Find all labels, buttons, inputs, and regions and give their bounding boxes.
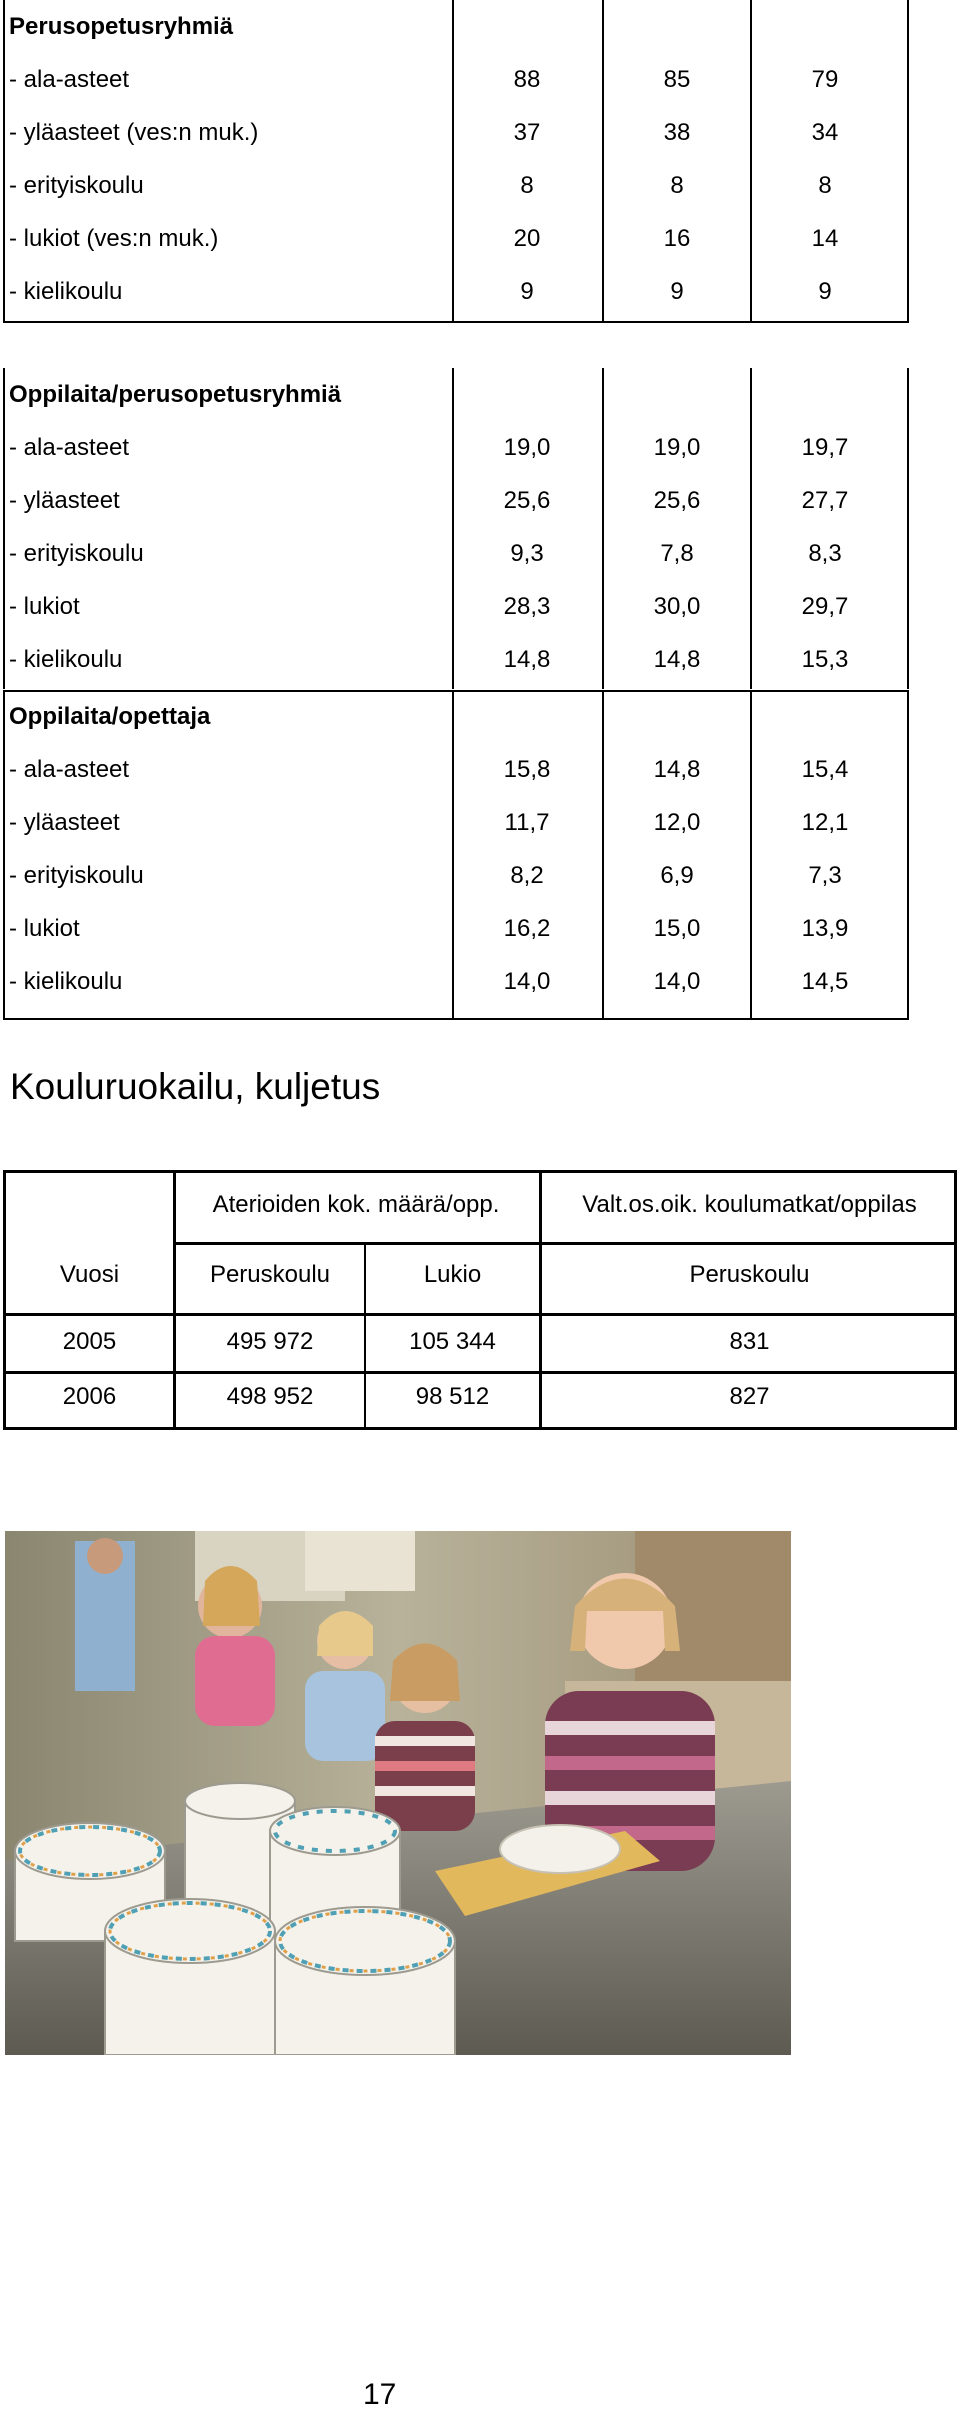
- cell-kuljetus: 827: [729, 1383, 770, 1410]
- table-kouluruokailu-kuljetus: [3, 1170, 957, 1430]
- table-oppilaita-opettaja: [3, 690, 909, 1020]
- table-oppilaita-perusopetusryhmia: [3, 368, 909, 689]
- cell-lukio: 105 344: [409, 1328, 496, 1355]
- group-header-meals: Aterioiden kok. määrä/opp.: [212, 1191, 500, 1218]
- table-row: - kielikoulu 14,0 14,0 14,5: [9, 968, 849, 995]
- table-row: - erityiskoulu 9,3 7,8 8,3: [9, 540, 842, 567]
- cell-lukio: 98 512: [415, 1383, 490, 1410]
- table-row: - yläasteet (ves:n muk.) 37 38 34: [9, 119, 839, 146]
- table-row: - ala-asteet 15,8 14,8 15,4: [9, 756, 849, 783]
- cell-year: 2005: [62, 1328, 117, 1355]
- school-lunch-photo: [5, 1531, 791, 2055]
- section-title: Oppilaita/opettaja: [9, 703, 211, 730]
- cell-year: 2006: [62, 1383, 117, 1410]
- group-header-transport: Valt.os.oik. koulumatkat/oppilas: [582, 1191, 917, 1218]
- table-row: - erityiskoulu 8,2 6,9 7,3: [9, 862, 842, 889]
- section-title: Perusopetusryhmiä: [9, 13, 234, 40]
- table-row: - lukiot (ves:n muk.) 20 16 14: [9, 225, 839, 252]
- table-row: - yläasteet 25,6 25,6 27,7: [9, 487, 849, 514]
- table-perusopetusryhmia: [3, 0, 909, 323]
- cell-peruskoulu: 498 952: [226, 1383, 314, 1410]
- section-title-row: [3, 690, 909, 743]
- table-row: - ala-asteet 19,0 19,0 19,7: [9, 434, 849, 461]
- section-title-row: [3, 368, 909, 421]
- cell-peruskoulu: 495 972: [226, 1328, 314, 1355]
- section-title-row: [3, 0, 909, 53]
- col-header-lukio: Lukio: [423, 1261, 482, 1288]
- table-row: - kielikoulu 9 9 9: [9, 278, 832, 305]
- col-header-peruskoulu-transport: Peruskoulu: [689, 1261, 810, 1288]
- page-number: 17: [363, 2378, 397, 2411]
- cell-kuljetus: 831: [729, 1328, 770, 1355]
- section-title: Oppilaita/perusopetusryhmiä: [9, 381, 342, 408]
- col-header-peruskoulu: Peruskoulu: [209, 1261, 331, 1288]
- col-header-year: Vuosi: [59, 1261, 120, 1288]
- section-heading: Kouluruokailu, kuljetus: [10, 1066, 381, 1107]
- table-row: - ala-asteet 88 85 79: [9, 66, 839, 93]
- table-row: - yläasteet 11,7 12,0 12,1: [9, 809, 849, 836]
- table-row: - erityiskoulu 8 8 8: [9, 172, 832, 199]
- table-row: - kielikoulu 14,8 14,8 15,3: [9, 646, 849, 673]
- table-row: - lukiot 28,3 30,0 29,7: [9, 593, 849, 620]
- table-row: - lukiot 16,2 15,0 13,9: [9, 915, 849, 942]
